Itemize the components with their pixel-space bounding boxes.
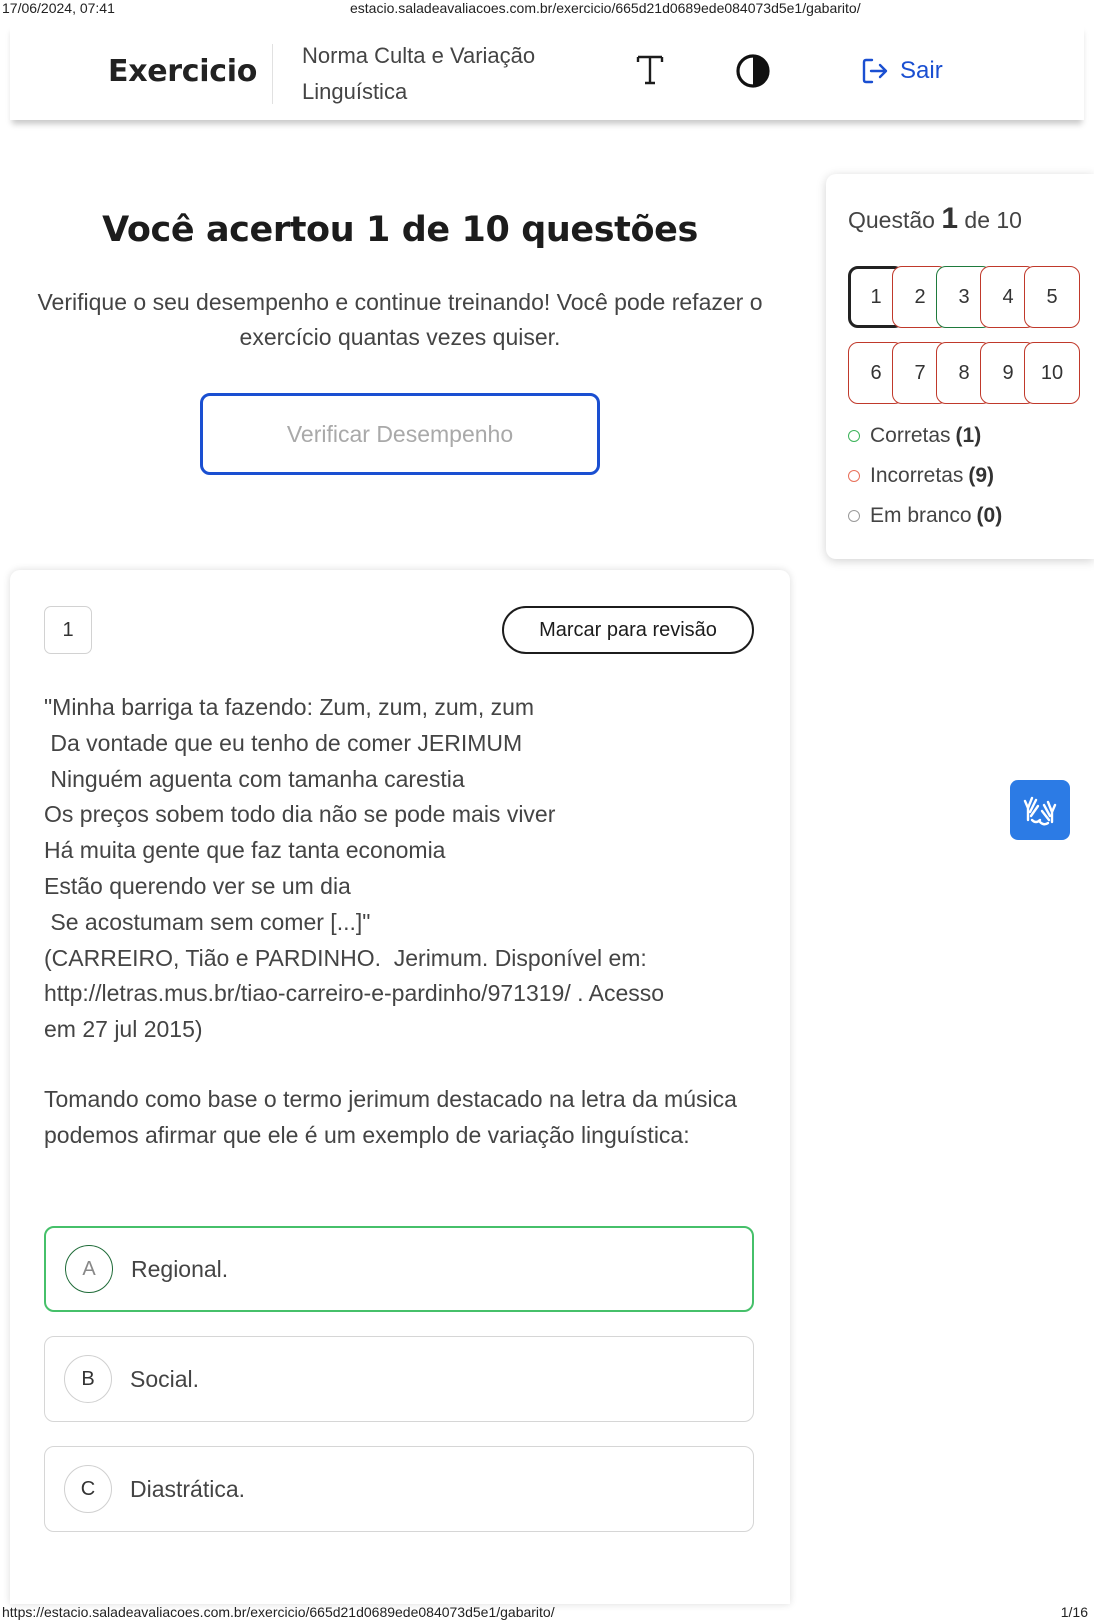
question-nav-button[interactable]: 9 (980, 342, 1036, 404)
text-size-icon (635, 54, 665, 86)
logout-button[interactable] (860, 54, 943, 88)
answer-option-b[interactable] (44, 1336, 754, 1422)
score-description: Verifique o seu desempenho e continue treinando! Você pode refazer o exercício quantas vezes quiser. (37, 289, 763, 350)
print-header-url: estacio.saladeavaliacoes.com.br/exercicio/665d21d0689ede084073d5e1/gabarito/ (350, 0, 861, 16)
legend-blank (848, 496, 1002, 536)
question-nav-button[interactable]: 5 (1024, 266, 1080, 328)
question-nav-button[interactable]: 1 (848, 266, 904, 328)
option-letter: A (65, 1245, 113, 1293)
legend-label: Em branco (870, 504, 972, 527)
blank-dot-icon (848, 510, 860, 522)
question-nav-button[interactable]: 2 (892, 266, 948, 328)
incorrect-dot-icon (848, 470, 860, 482)
legend-count: (9) (968, 464, 995, 487)
print-footer-url: https://estacio.saladeavaliacoes.com.br/exercicio/665d21d0689ede084073d5e1/gabarito/ (2, 1604, 555, 1620)
question-nav-button[interactable]: 4 (980, 266, 1036, 328)
question-number-badge: 1 (44, 606, 92, 654)
question-nav-button[interactable]: 7 (892, 342, 948, 404)
question-passage: "Minha barriga ta fazendo: Zum, zum, zum, zum Da vontade que eu tenho de comer JERIMUM Ninguém aguenta com tamanha carestia Os preços sobem todo dia não se pode mais viver Há muita gente que faz tanta economia Estão querendo ver se um dia Se acostumam sem comer [...]" (CARREIRO, Tião e PARDINHO. Jerimum. Disponível em: http://letras.mus.br/tiao-carreiro-e-pardinho/971319/ . Acesso em 27 jul 2015) (44, 694, 665, 1043)
legend-label: Corretas (870, 424, 951, 447)
legend-count: (0) (976, 504, 1003, 527)
print-header (0, 0, 1094, 18)
legend-label: Incorretas (870, 464, 964, 487)
counter-current: 1 (941, 202, 959, 235)
app-header (10, 24, 1084, 120)
print-page-number: 1/16 (1060, 1604, 1088, 1620)
question-nav-button[interactable]: 6 (848, 342, 904, 404)
question-card (10, 570, 790, 1604)
option-letter: B (64, 1355, 112, 1403)
print-datetime: 17/06/2024, 07:41 (2, 0, 115, 16)
verify-performance-button[interactable]: Verificar Desempenho (200, 393, 600, 475)
correct-dot-icon (848, 430, 860, 442)
contrast-button[interactable] (734, 52, 772, 90)
font-size-button[interactable] (630, 50, 670, 90)
logout-icon (860, 56, 890, 86)
mark-for-review-button[interactable]: Marcar para revisão (502, 606, 754, 654)
print-footer (0, 1604, 1094, 1623)
score-title: Você acertou 1 de 10 questões (102, 210, 698, 250)
header-divider (272, 44, 273, 104)
answer-option-c[interactable] (44, 1446, 754, 1532)
legend-incorrect (848, 456, 1002, 496)
counter-prefix: Questão (848, 207, 935, 233)
legend-count: (1) (955, 424, 982, 447)
sign-language-hands-icon (1020, 790, 1060, 830)
option-text: Diastrática. (130, 1475, 246, 1502)
answer-option-a[interactable] (44, 1226, 754, 1312)
question-nav-button[interactable]: 10 (1024, 342, 1080, 404)
status-legend (848, 416, 1002, 536)
question-navigator (826, 174, 1094, 559)
counter-suffix: de 10 (964, 207, 1022, 233)
question-prompt: Tomando como base o termo jerimum destacado na letra da música podemos afirmar que ele é um exemplo de variação linguística: (44, 1086, 737, 1148)
brand-title: Exercicio (108, 54, 258, 89)
question-nav-button[interactable]: 8 (936, 342, 992, 404)
question-nav-button[interactable]: 3 (936, 266, 992, 328)
question-counter (848, 202, 1022, 236)
option-text: Social. (130, 1365, 200, 1392)
legend-correct (848, 416, 1002, 456)
exercise-subject: Norma Culta e Variação Linguística (302, 43, 536, 104)
option-text: Regional. (131, 1255, 229, 1282)
logout-label: Sair (900, 57, 943, 84)
sign-language-button[interactable] (1010, 780, 1070, 840)
contrast-icon (734, 52, 772, 90)
option-letter: C (64, 1465, 112, 1513)
